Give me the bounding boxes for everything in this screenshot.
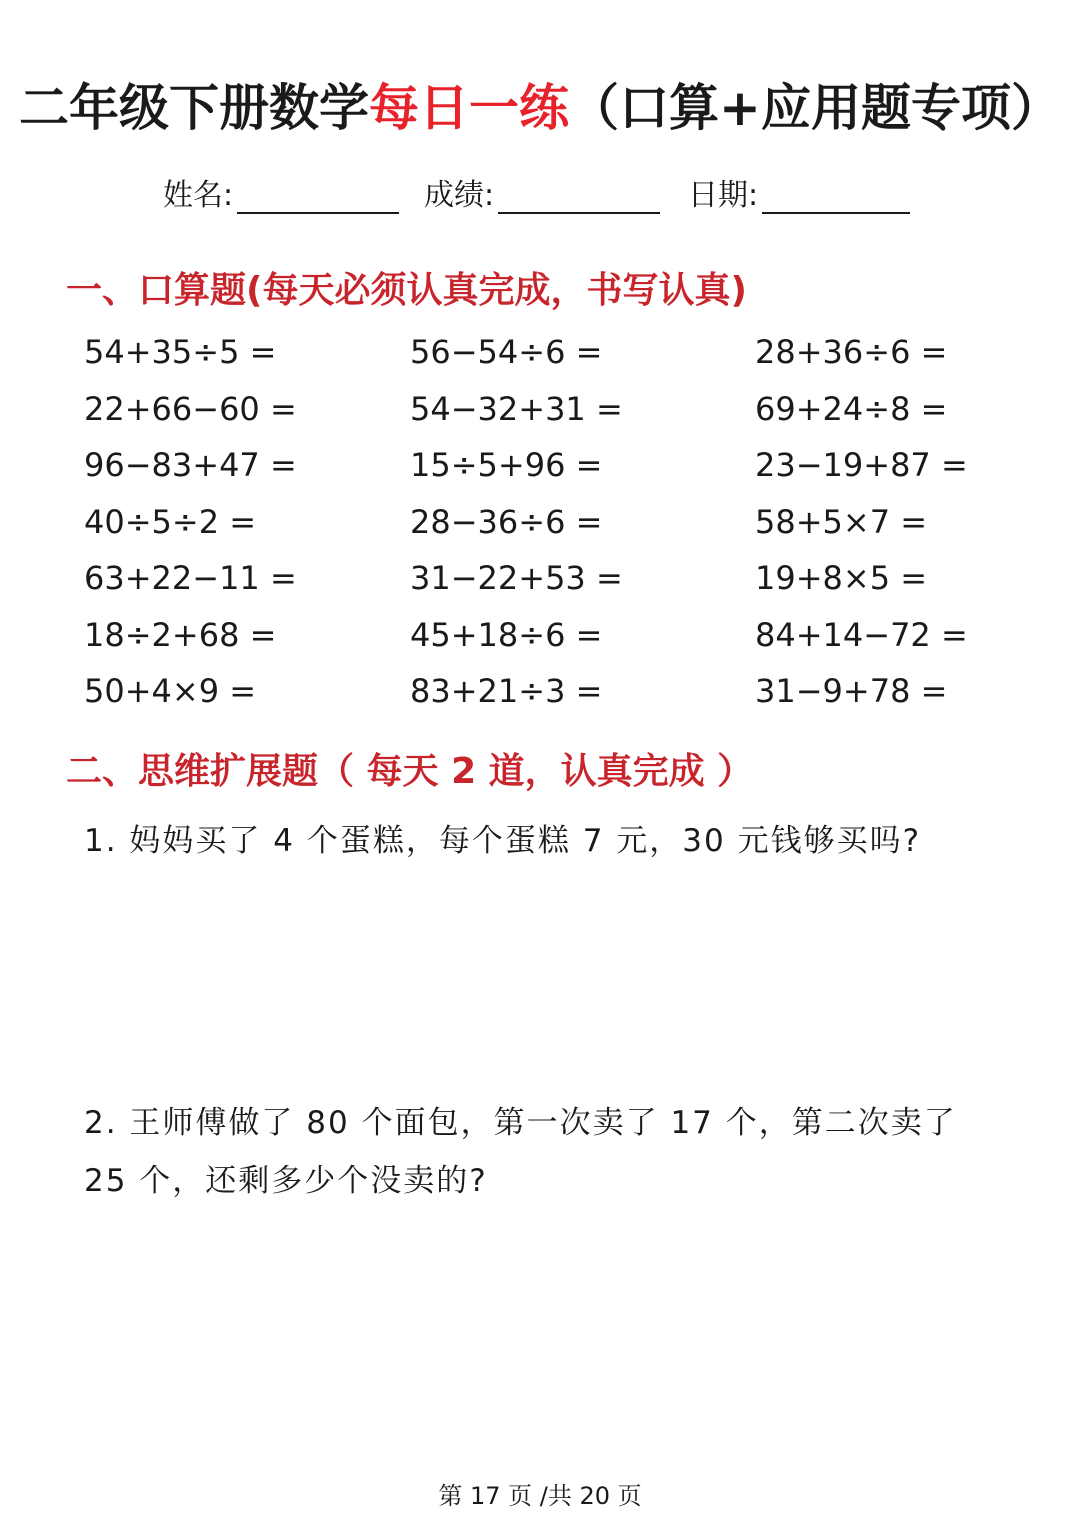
word-problem-1: 1. 妈妈买了 4 个蛋糕，每个蛋糕 7 元，30 元钱够买吗? — [84, 823, 922, 859]
title-part-3: （口算+应用题专项） — [569, 79, 1061, 137]
title-part-1: 二年级下册数学 — [19, 79, 370, 137]
equation-r4-c2: 28−36÷6 = — [410, 502, 603, 541]
equation-r3-c3: 23−19+87 = — [755, 446, 968, 484]
equation-r5-c3: 19+8×5 = — [755, 559, 928, 597]
equation-r5-c2: 31−22+53 = — [410, 559, 623, 597]
equation-r7-c3: 31−9+78 = — [755, 672, 948, 710]
equation-r5-c1: 63+22−11 = — [84, 559, 297, 597]
date-field[interactable] — [688, 170, 910, 214]
equation-r2-c1: 22+66−60 = — [84, 389, 297, 428]
section-2-title: 二、思维扩展题（ 每天 2 道，认真完成 ） — [66, 751, 754, 792]
date-blank[interactable] — [762, 180, 910, 214]
equation-r6-c2: 45+18÷6 = — [410, 615, 603, 654]
name-field[interactable] — [163, 170, 399, 214]
equation-r2-c2: 54−32+31 = — [410, 389, 623, 428]
word-problem-2-line-2: 25 个，还剩多少个没卖的? — [84, 1163, 488, 1199]
name-blank[interactable] — [237, 180, 399, 214]
score-blank[interactable] — [498, 180, 660, 214]
equation-r7-c1: 50+4×9 = — [84, 672, 257, 710]
score-label: 成绩: — [424, 178, 495, 213]
equation-r3-c1: 96−83+47 = — [84, 446, 297, 484]
page-number: 第 17 页 /共 20 页 — [438, 1482, 642, 1510]
equation-r2-c3: 69+24÷8 = — [755, 389, 948, 428]
equation-r4-c1: 40÷5÷2 = — [84, 502, 257, 541]
worksheet-title — [0, 68, 1080, 140]
equation-r1-c2: 56−54÷6 = — [410, 333, 603, 371]
equation-r3-c2: 15÷5+96 = — [410, 446, 603, 484]
title-part-2: 每日一练 — [369, 79, 570, 137]
score-field[interactable] — [424, 170, 660, 214]
equation-r1-c3: 28+36÷6 = — [755, 333, 948, 371]
date-label: 日期: — [688, 178, 759, 213]
equation-r7-c2: 83+21÷3 = — [410, 672, 603, 710]
section-1-title: 一、口算题(每天必须认真完成，书写认真) — [66, 270, 747, 311]
equation-r4-c3: 58+5×7 = — [755, 502, 928, 541]
equation-r6-c1: 18÷2+68 = — [84, 615, 277, 654]
name-label: 姓名: — [163, 178, 234, 213]
word-problem-2-line-1: 2. 王师傅做了 80 个面包，第一次卖了 17 个，第二次卖了 — [84, 1105, 957, 1141]
equation-r6-c3: 84+14−72 = — [755, 615, 968, 654]
equation-r1-c1: 54+35÷5 = — [84, 333, 277, 371]
